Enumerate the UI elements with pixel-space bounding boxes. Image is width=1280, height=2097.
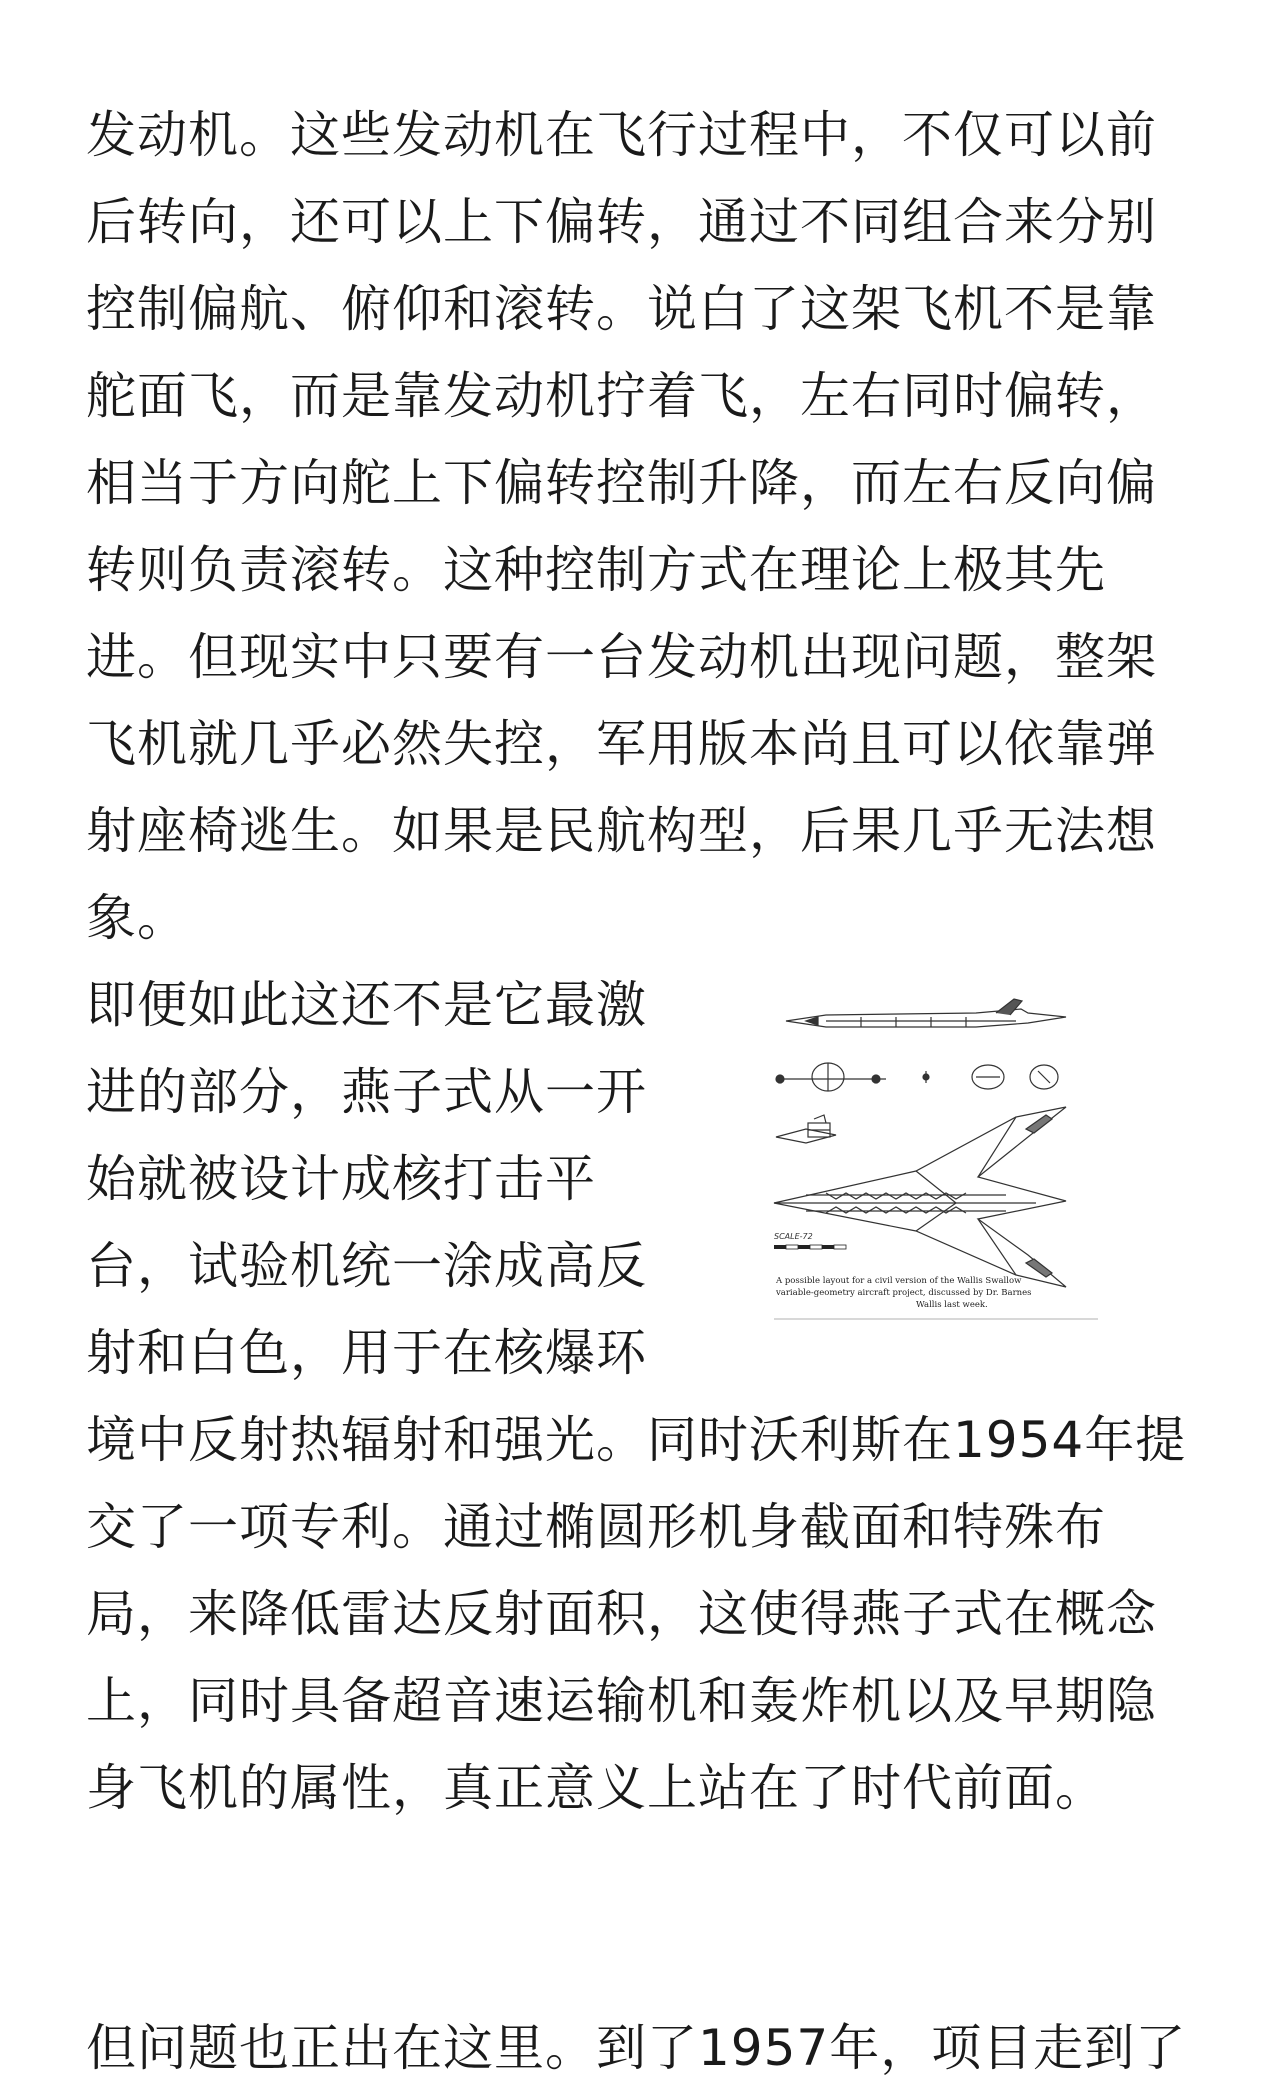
paragraph-engines: 发动机。这些发动机在飞行过程中，不仅可以前后转向，还可以上下偏转，通过不同组合来分别控制偏航、俯仰和滚转。说白了这架飞机不是靠舵面飞，而是靠发动机拧着飞，左右同时偏转，相当于方向舵上下偏转控制升降，而左右反向偏转则负责滚转。这种控制方式在理论上极其先进。但现实中只要有一台发动机出现问题，整架飞机就几乎必然失控，军用版本尚且可以依靠弹射座椅逃生。如果是民航构型，后果几乎无法想象。 — [86, 106, 1157, 947]
article-body — [86, 92, 1196, 2092]
paragraph-spacer — [86, 1832, 1196, 2005]
figure-caption-line-1: A possible layout for a civil version of the Wallis Swallow — [776, 1276, 1022, 1286]
figure-wrap-block — [86, 962, 1196, 1832]
scale-label: SCALE-72 — [774, 1232, 813, 1241]
figure-caption-line-3: Wallis last week. — [916, 1300, 988, 1310]
aircraft-diagram-figure — [766, 987, 1196, 1332]
paragraph-nuclear-stealth: 即便如此这还不是它最激进的部分，燕子式从一开始就被设计成核打击平台，试验机统一涂成高反射和白色，用于在核爆环境中反射热辐射和强光。同时沃利斯在1954年提交了一项专利。通过椭圆形机身截面和特殊布局，来降低雷达反射面积，这使得燕子式在概念上，同时具备超音速运输机和轰炸机以及早期隐身飞机的属性，真正意义上站在了时代前面。 — [86, 976, 1187, 1817]
figure-caption-line-2: variable-geometry aircraft project, discussed by Dr. Barnes — [776, 1288, 1032, 1298]
paragraph-1957: 但问题也正出在这里。到了1957年，项目走到了 — [86, 2019, 1187, 2077]
wallis-swallow-drawing — [766, 987, 1106, 1327]
